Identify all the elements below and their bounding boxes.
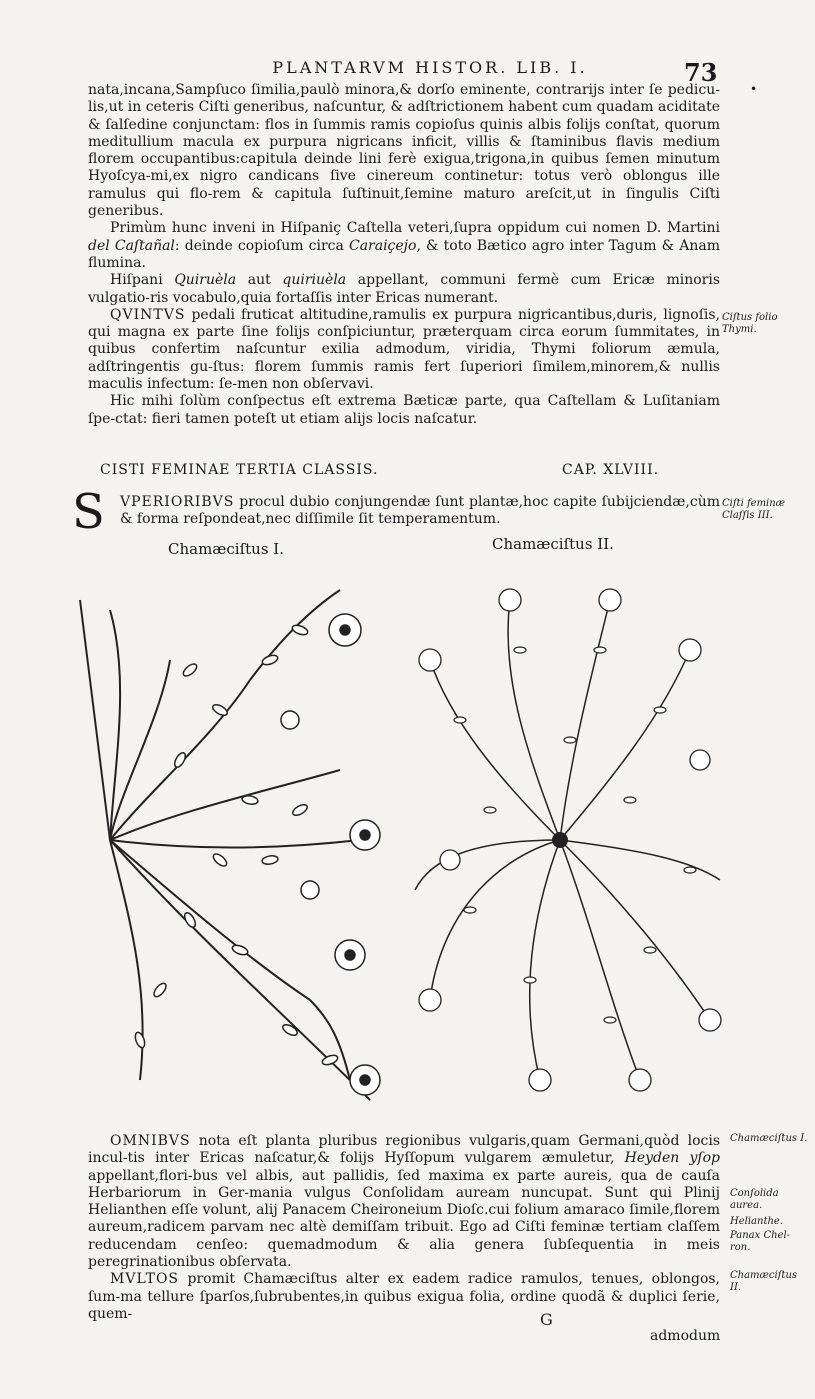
chapter-intro: VPERIORIBVS procul dubio conjungendæ ſunt plantæ,hoc capite ſubijciendæ,cùm & forma reſpondeat,nec diſſimile ſit temperamentum. — [120, 494, 720, 528]
paragraph-omnibus: OMNIBVS nota eſt planta pluribus regionibus vulgaris,quam Germani,quòd locis incul-tis inter Ericas naſcatur,& folijs Hyſſopum vulgarem æmuletur, Heyden yſop appellant,flori-bus vel albis, aut pallidis, ſed maxima ex parte aureis, qua de cauſa Herbariorum in Ger-mania vulgus Conſolidam auream nuncupat. Sunt qui Plinij Helianthen eſſe volunt, alij Panacem Cheironeium Dioſc.cui folium amaraco ſimile,florem aureum,radicem parvam nec altè demiſſam tribuit. Ego ad Ciſti feminæ tertiam claſſem reducendam cenſeo: quemadmodum & alia genera ſubſequentia in meis peregrinationibus obſervata. — [88, 1133, 720, 1271]
flowers-right — [419, 589, 721, 1091]
paragraph-quintus: QVINTVS pedali fruticat altitudine,ramulis ex purpura nigricantibus,duris, lignoſis, qui magna ex parte ſine folijs conſpiciuntur, præterquam circa eorum ſummitates, in quibus confertim naſcuntur exilia admodum, viridia, Thymi foliorum æmula, adſtringentis gu-ſtus: florem ſummis ramis fert ſuperiori ſimilem,minorem,& nullis maculis infectum: ſe-men non obſervavi. — [88, 306, 721, 393]
caption-chamaecistus-2: Chamæciſtus II. — [492, 535, 614, 553]
bottom-text-block — [88, 1133, 720, 1323]
margin-bullet: • — [750, 82, 758, 96]
top-text-block — [88, 82, 720, 428]
margin-note-panax: Panax Chel-ron. — [730, 1230, 791, 1253]
margin-note-cistus-thymi: Ciſtus folio Thymi. — [722, 312, 778, 335]
signature-mark: G — [540, 1310, 553, 1329]
page-number: 73 — [684, 58, 718, 87]
leaves-right — [454, 647, 696, 1023]
margin-note-chamaecistus-2: Chamæciſtus II. — [730, 1270, 798, 1293]
paragraph-habitat: Hic mihi ſolùm conſpectus eſt extrema Bæticæ parte, qua Caſtellam & Luſitaniam ſpe-ctat: fieri tamen poteſt ut etiam alijs locis naſcatur. — [88, 393, 720, 427]
paragraph-spanish-names: Hiſpani Quiruèla aut quiriuèla appellant, communi fermè cum Ericæ minoris vulgatio-ris vocabulo,quia fortaſſis inter Ericas numerant. — [88, 272, 721, 306]
flowers-left — [281, 614, 380, 1095]
margin-note-chamaecistus-1: Chamæciſtus I. — [730, 1133, 808, 1144]
running-head: PLANTARVM HISTOR. LIB. I. — [272, 58, 588, 77]
margin-note-consolida: Conſolida aurea. — [730, 1188, 779, 1211]
drop-cap: S — [72, 484, 105, 540]
caption-chamaecistus-1: Chamæciſtus I. — [168, 540, 285, 558]
margin-note-classis: Ciſti feminæ Claſſis III. — [722, 498, 786, 521]
paragraph-location: Primùm hunc inveni in Hiſpaniç Caſtella veteri,ſupra oppidum cui nomen D. Martini del Caſtañal: deinde copioſum circa Caraiçejo, & toto Bætico agro inter Tagum & Anam flumina. — [88, 220, 720, 271]
woodcut-chamaecistus-1 — [70, 560, 390, 1120]
margin-note-helianthe: Helianthe. — [730, 1216, 783, 1227]
woodcut-chamaecistus-2 — [410, 560, 730, 1120]
root-crown — [552, 832, 568, 848]
catchword: admodum — [650, 1328, 721, 1344]
chapter-number: CAP. XLVIII. — [562, 462, 660, 478]
chapter-title: CISTI FEMINAE TERTIA CLASSIS. — [100, 462, 379, 478]
paragraph-description: nata,incana,Sampſuco ſimilia,paulò minora,& dorſo eminente, contrarijs inter ſe pedicu-lis,ut in ceteris Ciſti generibus, naſcuntur, & adſtrictionem habent cum quadam aciditate & ſalſedine conjunctam: flos in ſummis ramis copioſus quinis albis folijs conſtat, quorum meditullium macula ex purpura nigricans inficit, villis & ſtaminibus flavis medium florem occupantibus:capitula deinde lini ferè exigua,trigona,in quibus ſemen minutum Hyoſcya-mi,ex nigro candicans ſive cinereum continetur: totus verò oblongus ille ramulus qui flo-rem & capitula ſuſtinuit,ſemine maturo areſcit,ut in ſingulis Ciſti generibus. — [88, 82, 720, 220]
paragraph-multos: MVLTOS promit Chamæciſtus alter ex eadem radice ramulos, tenues, oblongos, ſum-ma tellure ſparſos,ſubrubentes,in quibus exigua folia, ordine quodã & duplici ſerie, quem- — [88, 1271, 721, 1322]
